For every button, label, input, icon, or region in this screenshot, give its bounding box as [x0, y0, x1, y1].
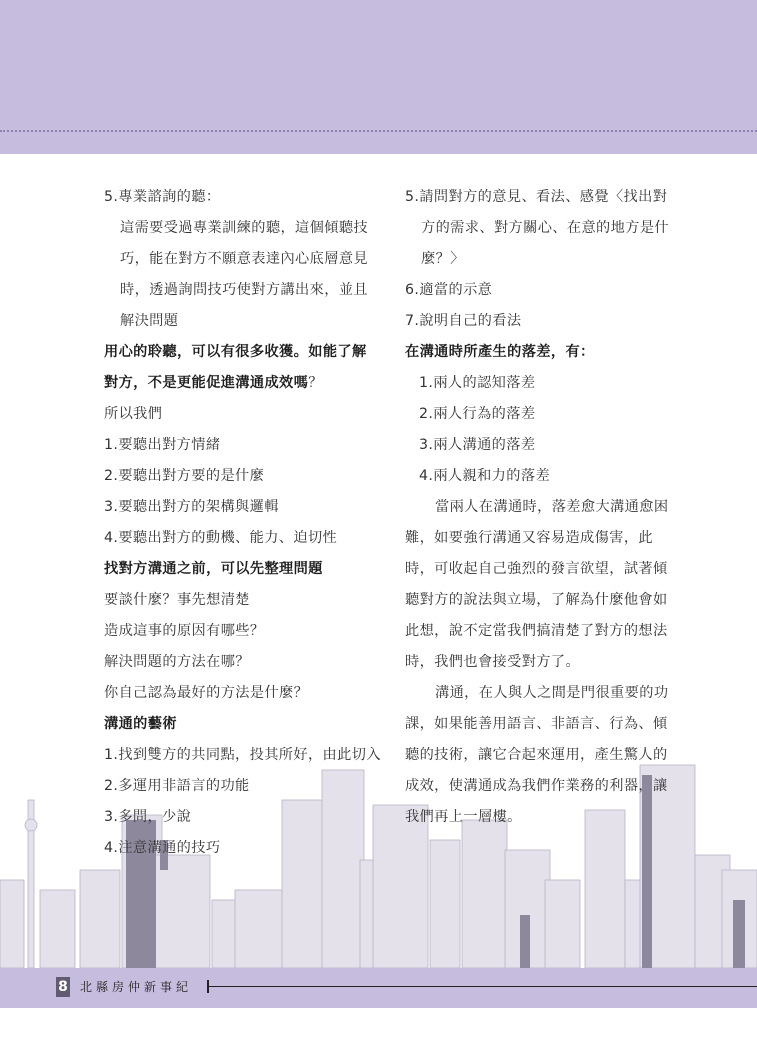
bold-heading: 在溝通時所產生的落差，有： [405, 344, 595, 360]
list-item: 2.兩人行為的落差 [419, 406, 536, 422]
list-item-continued: 麼？〉 [421, 251, 465, 267]
paragraph-line: 時，我們也會接受對方了。 [405, 654, 581, 670]
list-item: 4.要聽出對方的動機、能力、迫切性 [104, 530, 338, 546]
paragraph-line: 當兩人在溝通時，落差愈大溝通愈困 [435, 499, 669, 515]
list-item: 4.注意溝通的技巧 [104, 840, 221, 856]
magazine-title: 北縣房仲新事紀 [80, 980, 193, 994]
list-item: 6.適當的示意 [405, 282, 493, 298]
paragraph-line: 課，如果能善用語言、非語言、行為、傾 [405, 716, 668, 732]
paragraph-line: 巧，能在對方不願意表達內心底層意見 [120, 251, 368, 267]
list-item: 1.要聽出對方情緒 [104, 437, 221, 453]
paragraph-line: 時，可收起自己強烈的發言欲望，試著傾 [405, 561, 668, 577]
paragraph-line: 時，透過詢問技巧使對方講出來，並且 [120, 282, 368, 298]
footer-rule [209, 986, 757, 987]
paragraph-line: 解決問題 [120, 313, 179, 329]
list-item: 2.要聽出對方要的是什麼 [104, 468, 265, 484]
paragraph-line: 要談什麼？事先想清楚 [104, 592, 250, 608]
bold-heading: 找對方溝通之前，可以先整理問題 [104, 561, 323, 577]
list-item: 7.說明自己的看法 [405, 313, 522, 329]
paragraph-line: 造成這事的原因有哪些？ [104, 623, 265, 639]
header-band [0, 0, 757, 154]
left-column [104, 182, 389, 864]
list-item: 1.找到雙方的共同點，投其所好，由此切入 [104, 747, 381, 763]
right-column [405, 182, 690, 833]
list-item: 3.多問，少說 [104, 809, 192, 825]
list-item: 1.兩人的認知落差 [419, 375, 536, 391]
paragraph-line: 我們再上一層樓。 [405, 809, 522, 825]
paragraph-line: 所以我們 [104, 406, 163, 422]
dotted-divider [0, 130, 757, 132]
paragraph-line: 聽對方的說法與立場，了解為什麼他會如 [405, 592, 668, 608]
list-item: 4.兩人親和力的落差 [419, 468, 551, 484]
bold-heading: 溝通的藝術 [104, 716, 177, 732]
subheading: 5.專業諮詢的聽： [104, 189, 221, 205]
page-number: 8 [56, 977, 70, 997]
paragraph-line: 此想，說不定當我們搞清楚了對方的想法 [405, 623, 668, 639]
paragraph-line: 成效，使溝通成為我們作業務的利器，讓 [405, 778, 668, 794]
paragraph-line: 溝通，在人與人之間是門很重要的功 [435, 685, 669, 701]
paragraph-line: 聽的技術，讓它合起來運用，產生驚人的 [405, 747, 668, 763]
bold-heading [104, 368, 389, 399]
list-item-continued: 方的需求、對方關心、在意的地方是什 [421, 220, 669, 236]
paragraph-line: 這需要受過專業訓練的聽，這個傾聽技 [120, 220, 368, 236]
question-mark: ？ [308, 375, 323, 391]
list-item: 3.要聽出對方的架構與邏輯 [104, 499, 279, 515]
list-item: 5.請問對方的意見、看法、感覺〈找出對 [405, 189, 668, 205]
paragraph-line: 解決問題的方法在哪？ [104, 654, 250, 670]
bold-heading-text: 對方，不是更能促進溝通成效嗎 [104, 375, 309, 391]
paragraph-line: 難，如要強行溝通又容易造成傷害，此 [405, 530, 653, 546]
list-item: 3.兩人溝通的落差 [419, 437, 536, 453]
bold-heading: 用心的聆聽，可以有很多收獲。如能了解 [104, 344, 367, 360]
paragraph-line: 你自己認為最好的方法是什麼？ [104, 685, 309, 701]
list-item: 2.多運用非語言的功能 [104, 778, 250, 794]
